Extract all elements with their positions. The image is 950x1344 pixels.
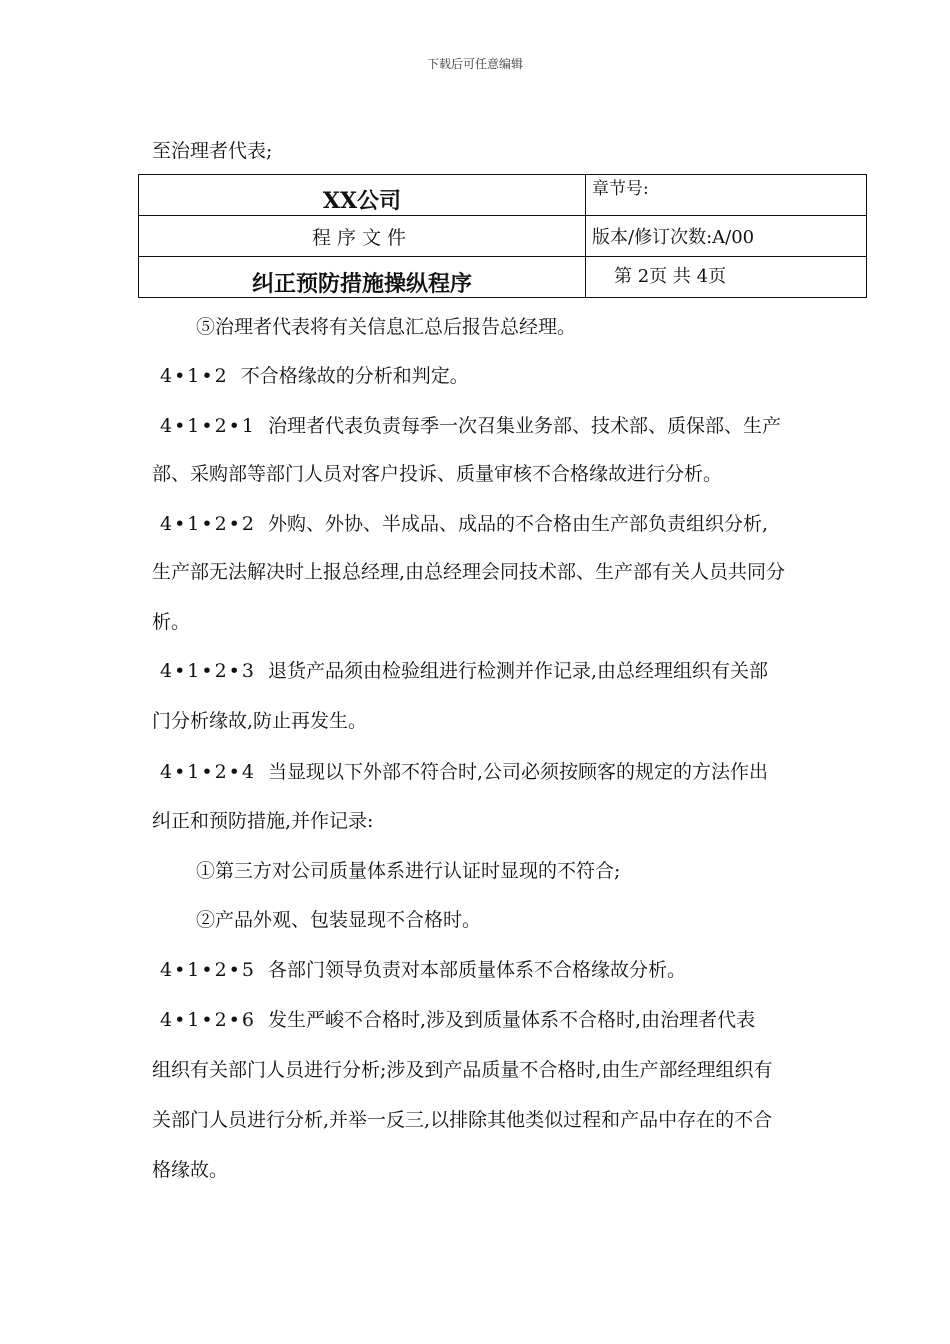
chapter-label: 章节号: xyxy=(592,178,649,199)
line-text: 各部门领导负责对本部质量体系不合格缘故分析。 xyxy=(267,959,686,981)
body-line xyxy=(160,955,686,982)
body-line xyxy=(196,312,576,339)
clause-number: 4•1•2•5 xyxy=(160,959,256,981)
chapter-cell xyxy=(586,175,867,216)
watermark-text: 下载后可任意编辑 xyxy=(426,57,523,71)
line-text: ⑤治理者代表将有关信息汇总后报告总经理。 xyxy=(196,316,577,338)
body-line xyxy=(152,1155,228,1182)
intro-text: 至治理者代表; xyxy=(152,140,273,162)
body-line xyxy=(152,459,722,486)
line-text: 析。 xyxy=(152,611,191,633)
body-line xyxy=(160,509,768,536)
line-text: 不合格缘故的分析和判定。 xyxy=(240,365,469,387)
line-text: 外购、外协、半成品、成品的不合格由生产部负责组织分析, xyxy=(267,513,769,535)
line-text: 部、采购部等部门人员对客户投诉、质量审核不合格缘故进行分析。 xyxy=(152,463,723,485)
body-line xyxy=(160,361,469,388)
body-line xyxy=(196,856,620,883)
line-text: ①第三方对公司质量体系进行认证时显现的不符合; xyxy=(196,860,621,882)
line-text: 当显现以下外部不符合时,公司必须按顾客的规定的方法作出 xyxy=(267,761,769,783)
page-info-cell xyxy=(586,257,867,298)
clause-number: 4•1•2•2 xyxy=(160,513,256,535)
clause-number: 4•1•2•3 xyxy=(160,660,256,682)
body-line xyxy=(152,706,367,733)
line-text: 生产部无法解决时上报总经理,由总经理会同技术部、生产部有关人员共同分 xyxy=(152,561,786,583)
procedure-cell xyxy=(139,257,586,298)
body-line xyxy=(152,806,373,833)
version-cell xyxy=(586,216,867,257)
document-header-table xyxy=(138,174,867,298)
company-cell xyxy=(139,175,586,216)
body-line xyxy=(152,557,785,584)
line-text: 发生严峻不合格时,涉及到质量体系不合格时,由治理者代表 xyxy=(267,1009,756,1031)
line-text: 退货产品须由检验组进行检测并作记录,由总经理组织有关部 xyxy=(267,660,769,682)
line-text: 治理者代表负责每季一次召集业务部、技术部、质保部、生产 xyxy=(267,415,781,437)
body-line xyxy=(152,1105,772,1132)
body-line xyxy=(152,607,190,634)
line-text: 格缘故。 xyxy=(152,1159,229,1181)
line-text: ②产品外观、包装显现不合格时。 xyxy=(196,909,482,931)
version-label: 版本/修订次数:A/00 xyxy=(592,227,755,248)
body-line xyxy=(160,656,768,683)
clause-number: 4•1•2•1 xyxy=(160,415,256,437)
company-name: XX公司 xyxy=(322,187,402,214)
procedure-name: 纠正预防措施操纵程序 xyxy=(251,270,472,297)
body-line xyxy=(160,411,781,438)
body-line xyxy=(160,1005,755,1032)
line-text: 组织有关部门人员进行分析;涉及到产品质量不合格时,由生产部经理组织有 xyxy=(152,1059,773,1081)
doc-type: 程序文件 xyxy=(311,226,412,249)
body-line xyxy=(160,757,768,784)
clause-number: 4•1•2 xyxy=(160,365,229,387)
line-text: 门分析缘故,防止再发生。 xyxy=(152,710,368,732)
clause-number: 4•1•2•6 xyxy=(160,1009,256,1031)
line-text: 关部门人员进行分析,并举一反三,以排除其他类似过程和产品中存在的不合 xyxy=(152,1109,773,1131)
doc-type-cell xyxy=(139,216,586,257)
body-line xyxy=(152,1055,772,1082)
body-line xyxy=(196,905,481,932)
line-text: 纠正和预防措施,并作记录: xyxy=(152,810,374,832)
page-info: 第 2页 共 4页 xyxy=(614,266,727,287)
clause-number: 4•1•2•4 xyxy=(160,761,256,783)
